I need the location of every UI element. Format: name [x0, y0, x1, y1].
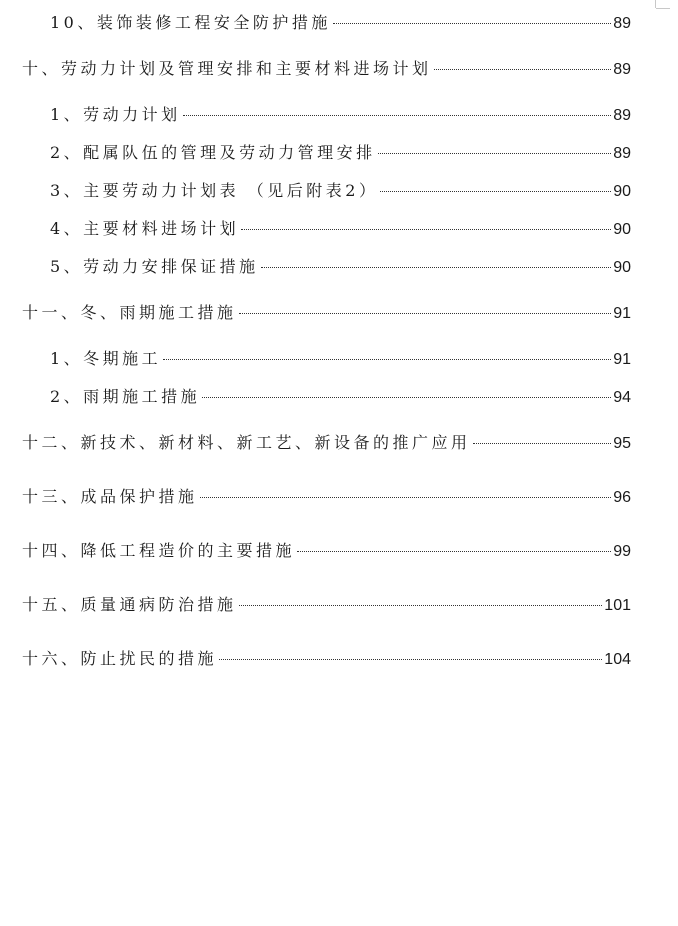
toc-dot-leader: [200, 497, 612, 498]
toc-entry-page: 95: [613, 435, 631, 452]
toc-entry-title: 十六、防止扰民的措施: [22, 649, 218, 668]
toc-dot-leader: [239, 605, 603, 606]
toc-entry[interactable]: [50, 140, 631, 164]
toc-entry[interactable]: [22, 430, 631, 454]
toc-entry-page: 99: [613, 543, 631, 560]
toc-dot-leader: [183, 115, 612, 116]
toc-dot-leader: [380, 191, 611, 192]
toc-entry-page: 104: [604, 651, 631, 668]
toc-entry-title: 5、劳动力安排保证措施: [50, 257, 259, 276]
toc-entry[interactable]: [50, 10, 631, 34]
toc-entry-page: 89: [613, 145, 631, 162]
toc-entry-title: 十、劳动力计划及管理安排和主要材料进场计划: [22, 59, 432, 78]
toc-entry-title: 1、冬期施工: [50, 349, 162, 368]
toc-entry-page: 89: [613, 15, 631, 32]
toc-entry-page: 89: [613, 107, 631, 124]
toc-entry-title: 十二、新技术、新材料、新工艺、新设备的推广应用: [22, 433, 471, 452]
toc-dot-leader: [163, 359, 611, 360]
toc-entry-page: 91: [613, 305, 631, 322]
toc-entry[interactable]: [50, 384, 631, 408]
toc-entry-page: 101: [604, 597, 631, 614]
toc-dot-leader: [261, 267, 612, 268]
toc-entry[interactable]: [22, 484, 631, 508]
page-corner-mark-horizontal: [656, 8, 670, 9]
toc-entry-page: 90: [613, 259, 631, 276]
toc-dot-leader: [378, 153, 612, 154]
toc-entry-page: 91: [613, 351, 631, 368]
toc-entry-title: 十三、成品保护措施: [22, 487, 198, 506]
page-corner-mark-vertical: [655, 0, 656, 8]
toc-entry-title: 4、主要材料进场计划: [50, 219, 240, 238]
toc-entry[interactable]: [22, 56, 631, 80]
toc-dot-leader: [333, 23, 611, 24]
toc-entry[interactable]: [50, 216, 631, 240]
toc-entry-title: 1、劳动力计划: [50, 105, 181, 124]
toc-entry-title: 十一、冬、雨期施工措施: [22, 303, 237, 322]
toc-dot-leader: [239, 313, 612, 314]
toc-dot-leader: [434, 69, 612, 70]
toc-entry-title: 十四、降低工程造价的主要措施: [22, 541, 296, 560]
toc-dot-leader: [202, 397, 611, 398]
toc-entry[interactable]: [22, 592, 631, 616]
toc-entry-page: 96: [613, 489, 631, 506]
toc-entry-title: 10、装饰装修工程安全防护措施: [50, 13, 331, 32]
toc-entry[interactable]: [50, 178, 631, 202]
toc-entry[interactable]: [22, 300, 631, 324]
toc-entry[interactable]: [50, 254, 631, 278]
toc-entry-title: 2、雨期施工措施: [50, 387, 201, 406]
toc-dot-leader: [219, 659, 602, 660]
toc-entry-page: 90: [613, 183, 631, 200]
toc-entry[interactable]: [22, 538, 631, 562]
toc-dot-leader: [473, 443, 612, 444]
toc-dot-leader: [297, 551, 611, 552]
toc-entry[interactable]: [50, 346, 631, 370]
toc-entry-page: 89: [613, 61, 631, 78]
toc-entry-title: 十五、质量通病防治措施: [22, 595, 237, 614]
toc-entry-page: 94: [613, 389, 631, 406]
toc-entry-title: 2、配属队伍的管理及劳动力管理安排: [50, 143, 376, 162]
toc-entry[interactable]: [50, 102, 631, 126]
toc-entry-page: 90: [613, 221, 631, 238]
toc-entry[interactable]: [22, 646, 631, 670]
toc-dot-leader: [241, 229, 611, 230]
toc-entry-title: 3、主要劳动力计划表 （见后附表2）: [50, 181, 379, 200]
